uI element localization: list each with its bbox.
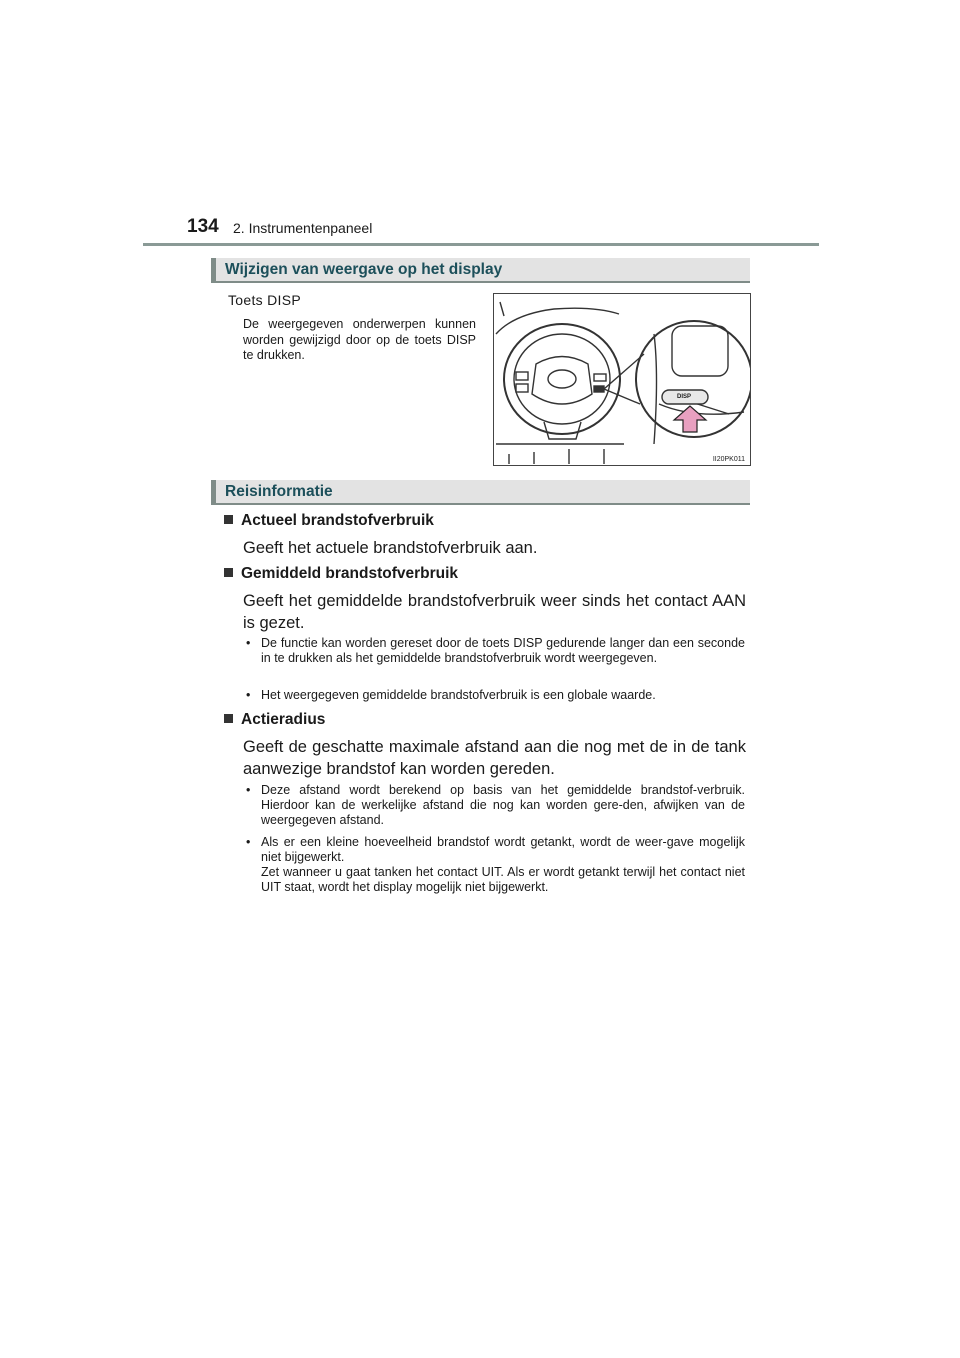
item-description: Geeft het actuele brandstofverbruik aan. (243, 539, 538, 557)
disp-button-text: DISP (677, 394, 692, 400)
note-continuation: Zet wanneer u gaat tanken het contact UIT. Als er wordt getankt terwijl het contact niet UIT staat, wordt het display mogelijk niet bijgewerkt. (261, 865, 745, 894)
item-heading (224, 565, 458, 583)
item-heading-text: Actueel brandstofverbruik (241, 512, 434, 529)
square-bullet-icon (224, 515, 233, 524)
page-number: 134 (187, 216, 219, 237)
note-item: • De functie kan worden gereset door de toets DISP gedurende langer dan een seconde in te drukken als het gemiddelde brandstofverbruik wordt weergegeven. (245, 636, 745, 666)
steering-wheel-drawing (494, 294, 750, 465)
note-item (245, 835, 745, 895)
square-bullet-icon (224, 568, 233, 577)
note-item: • Deze afstand wordt berekend op basis van het gemiddelde brandstof-verbruik. Hierdoor kan de werkelijke afstand die nog kan worden gere-den, afwijken van de weergegeven afstand. (245, 783, 745, 828)
item-heading-text: Gemiddeld brandstofverbruik (241, 565, 459, 582)
figure-code: II20PK011 (712, 456, 745, 463)
note-text: Als er een kleine hoeveelheid brandstof wordt getankt, wordt de weer-gave mogelijk niet bijgewerkt. (261, 835, 745, 864)
square-bullet-icon (224, 714, 233, 723)
item-heading (224, 512, 434, 530)
section-title: Wijzigen van weergave op het display (225, 261, 503, 278)
section-title: Reisinformatie (225, 483, 333, 500)
item-heading-text: Actieradius (241, 711, 326, 728)
section-header-display (211, 258, 750, 283)
steering-wheel-illustration (493, 293, 751, 466)
item-description: Geeft het gemiddelde brandstofverbruik weer sinds het contact AAN is gezet. (243, 592, 746, 632)
chapter-title: 2. Instrumentenpaneel (233, 220, 373, 236)
item-description: Geeft de geschatte maximale afstand aan die nog met de in de tank aanwezige brandstof kan worden gereden. (243, 738, 746, 778)
item-heading (224, 711, 325, 729)
disp-description: De weergegeven onderwerpen kunnen worden gewijzigd door op de toets DISP te drukken. (243, 317, 476, 362)
disp-button-label: Toets DISP (228, 292, 302, 308)
header-rule (143, 243, 819, 246)
section-header-trip (211, 480, 750, 505)
note-item: • Het weergegeven gemiddelde brandstofverbruik is een globale waarde. (245, 688, 745, 703)
